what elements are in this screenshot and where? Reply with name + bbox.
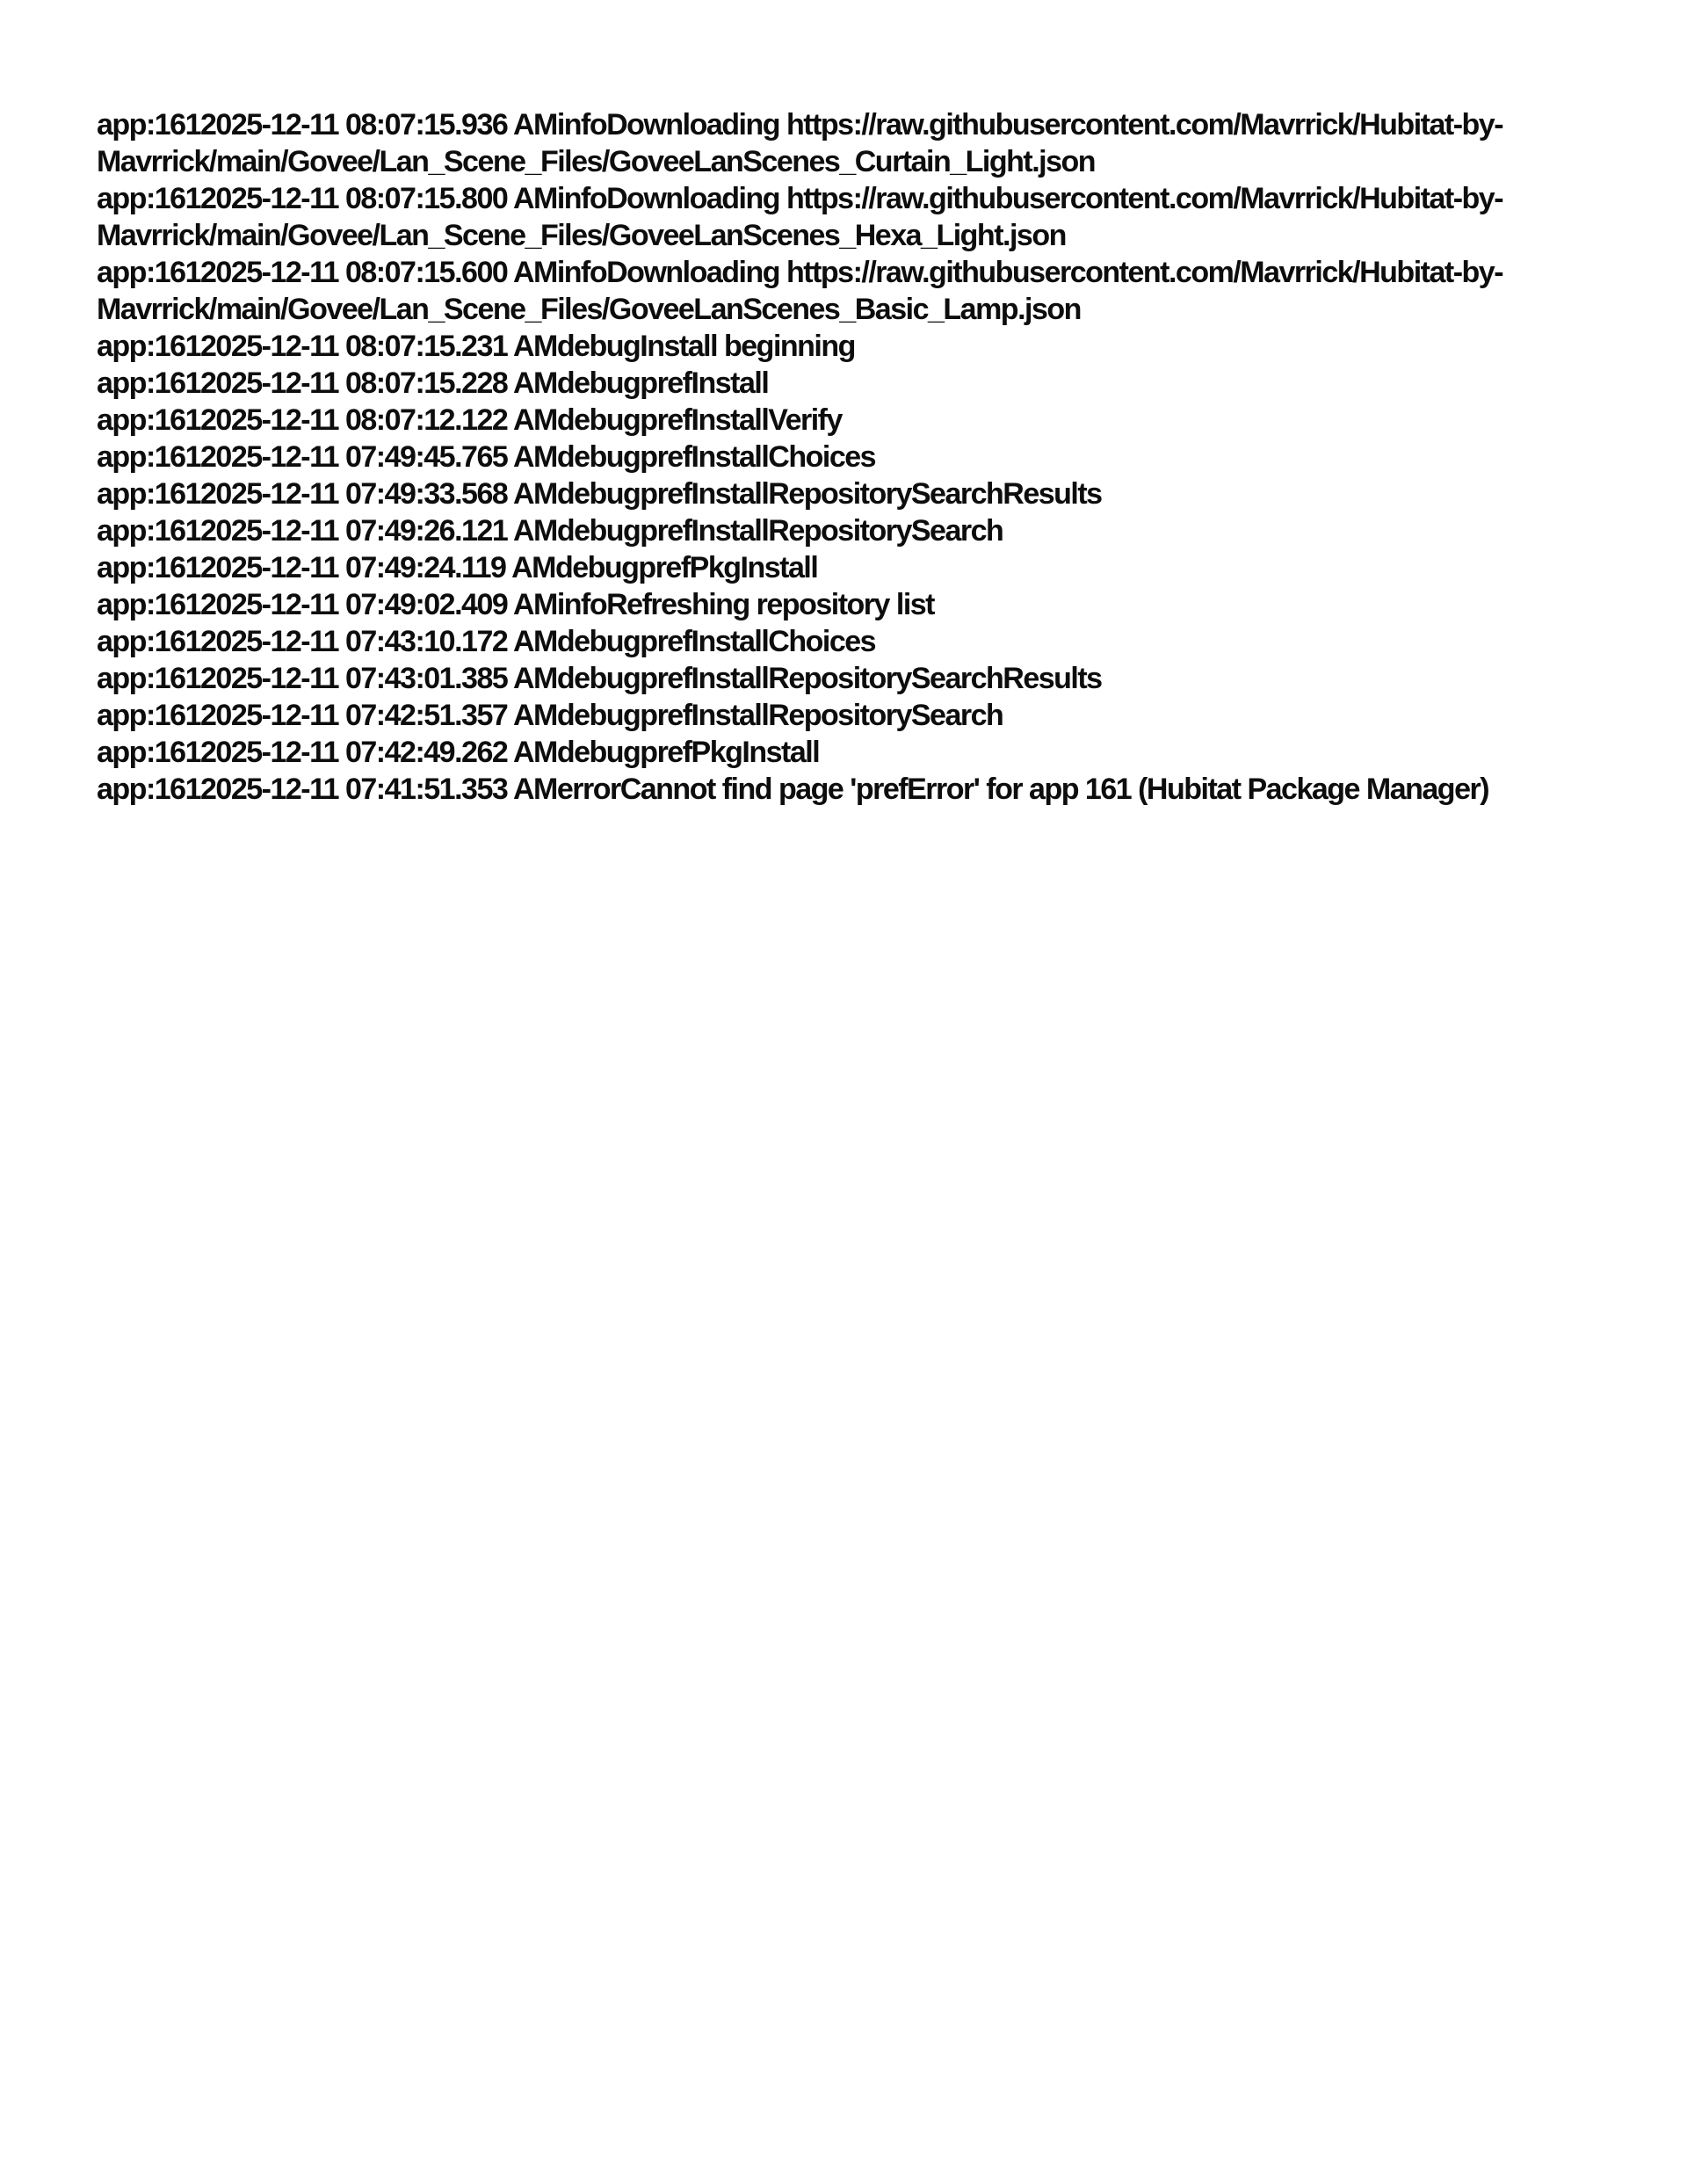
log-line: app:1612025-12-11 08:07:12.122 AMdebugprefInstallVerify: [97, 403, 842, 437]
log-line: app:1612025-12-11 08:07:15.600 AMinfoDownloading https://raw.githubusercontent.com/Mavrrick/Hubitat-by-: [97, 256, 1503, 289]
log-line: app:1612025-12-11 08:07:15.800 AMinfoDownloading https://raw.githubusercontent.com/Mavrrick/Hubitat-by-: [97, 182, 1503, 215]
log-line: app:1612025-12-11 07:49:24.119 AMdebugprefPkgInstall: [97, 551, 818, 584]
log-line: Mavrrick/main/Govee/Lan_Scene_Files/GoveeLanScenes_Curtain_Light.json: [97, 145, 1096, 178]
log-line: app:1612025-12-11 07:49:26.121 AMdebugprefInstallRepositorySearch: [97, 514, 1003, 548]
log-output: [97, 106, 1590, 808]
log-line: app:1612025-12-11 07:49:33.568 AMdebugprefInstallRepositorySearchResults: [97, 477, 1102, 511]
log-line: app:1612025-12-11 08:07:15.228 AMdebugprefInstall: [97, 366, 769, 400]
log-line: app:1612025-12-11 07:43:10.172 AMdebugprefInstallChoices: [97, 625, 876, 658]
log-line: app:1612025-12-11 08:07:15.936 AMinfoDownloading https://raw.githubusercontent.com/Mavrrick/Hubitat-by-: [97, 108, 1503, 141]
log-line: app:1612025-12-11 08:07:15.231 AMdebugInstall beginning: [97, 330, 855, 363]
log-line: app:1612025-12-11 07:42:49.262 AMdebugprefPkgInstall: [97, 736, 820, 769]
log-line: app:1612025-12-11 07:49:02.409 AMinfoRefreshing repository list: [97, 588, 934, 621]
log-line: app:1612025-12-11 07:43:01.385 AMdebugprefInstallRepositorySearchResults: [97, 662, 1102, 695]
log-line: app:1612025-12-11 07:41:51.353 AMerrorCannot find page 'prefError' for app 161 (Hubitat Package Manager): [97, 773, 1489, 806]
log-line: app:1612025-12-11 07:42:51.357 AMdebugprefInstallRepositorySearch: [97, 699, 1003, 732]
log-line: Mavrrick/main/Govee/Lan_Scene_Files/GoveeLanScenes_Basic_Lamp.json: [97, 293, 1081, 326]
log-line: app:1612025-12-11 07:49:45.765 AMdebugprefInstallChoices: [97, 440, 876, 474]
log-line: Mavrrick/main/Govee/Lan_Scene_Files/GoveeLanScenes_Hexa_Light.json: [97, 219, 1066, 252]
